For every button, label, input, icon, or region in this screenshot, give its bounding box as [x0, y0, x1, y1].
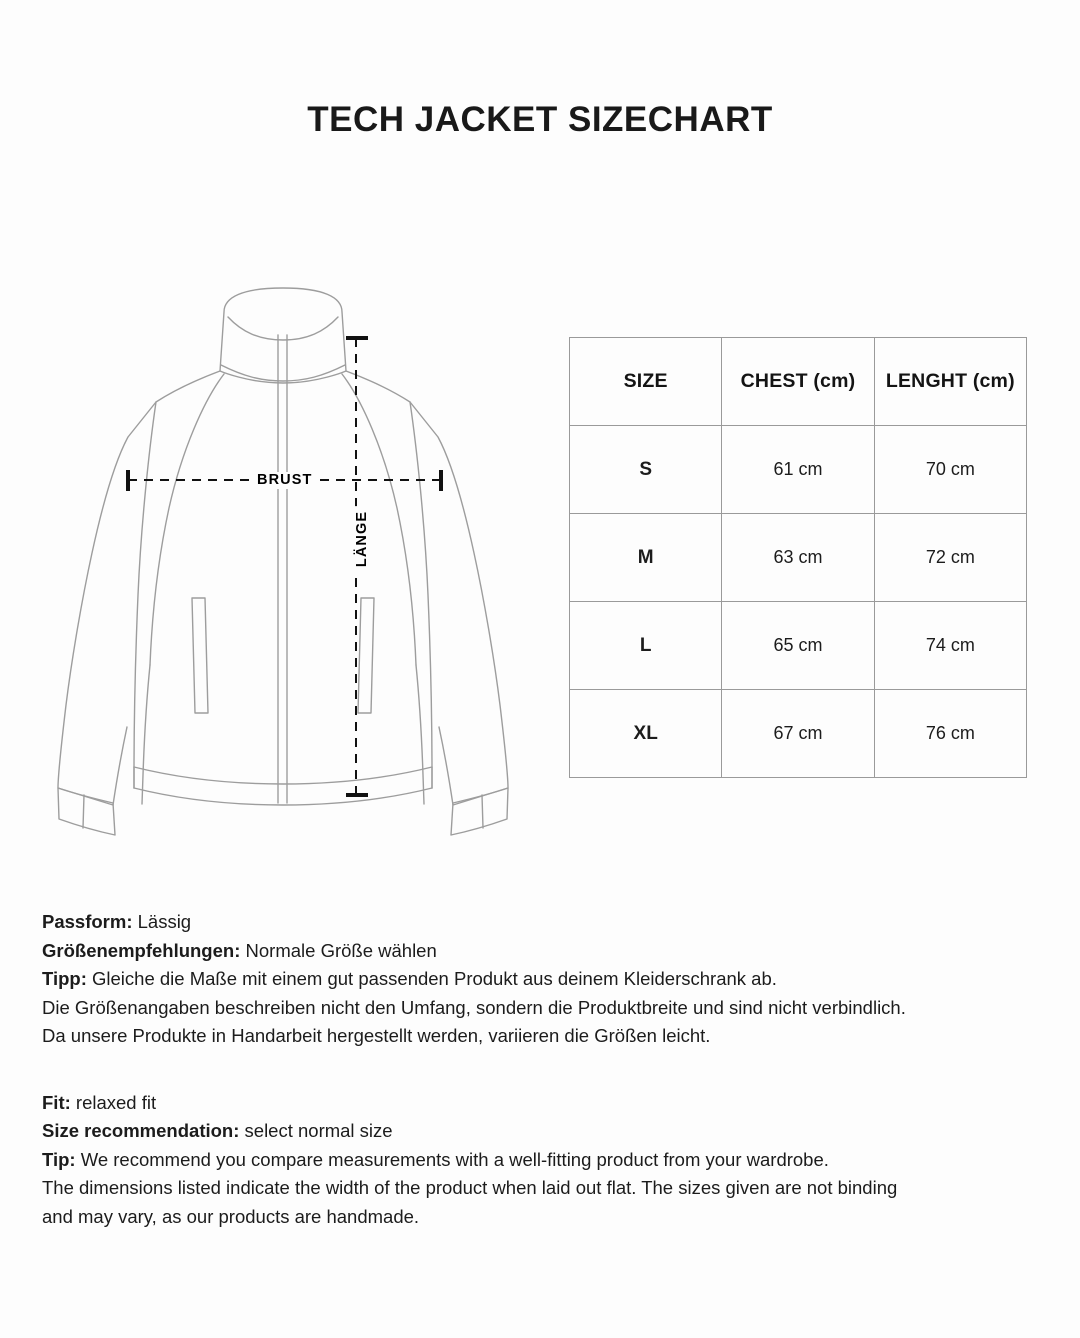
note-line — [42, 908, 1042, 937]
note-label: Passform: — [42, 911, 133, 932]
cell-size: XL — [570, 690, 722, 778]
body-hem-outline — [134, 788, 432, 805]
cell-length: 76 cm — [874, 690, 1026, 778]
table-row — [570, 426, 1027, 514]
jacket-technical-drawing-svg — [28, 275, 538, 855]
cuff-right-seam — [482, 795, 483, 828]
dimension-lines — [128, 338, 441, 795]
cuff-right — [451, 788, 508, 835]
note-text: The dimensions listed indicate the width of the product when laid out flat. The sizes given are not binding — [42, 1177, 898, 1198]
sleeve-left-underarm-seam — [142, 665, 150, 804]
column-header-length: LENGHT (cm) — [874, 338, 1026, 426]
sleeve-right-underarm-seam — [416, 665, 424, 804]
cell-length: 70 cm — [874, 426, 1026, 514]
table-header-row — [570, 338, 1027, 426]
note-line — [42, 1022, 1042, 1051]
note-label: Größenempfehlungen: — [42, 939, 241, 961]
cell-length: 74 cm — [874, 602, 1026, 690]
note-label: Tipp: — [42, 968, 87, 989]
note-label: Tip: — [42, 1148, 76, 1170]
pocket-left-welt — [192, 598, 208, 713]
note-text: Gleiche die Maße mit einem gut passenden Produkt aus deinem Kleiderschrank ab. — [86, 968, 777, 989]
note-line — [42, 1203, 1042, 1232]
jacket-illustration — [28, 275, 538, 855]
table-row — [570, 602, 1027, 690]
note-text: and may vary, as our products are handmade. — [42, 1205, 420, 1227]
cell-chest: 65 cm — [722, 602, 874, 690]
note-line — [42, 1174, 1042, 1203]
note-line — [42, 1146, 1042, 1175]
cell-size: M — [570, 514, 722, 602]
note-text: relaxed fit — [70, 1091, 157, 1113]
pocket-right-welt — [358, 598, 374, 713]
brust-measurement-label: BRUST — [252, 472, 317, 489]
note-line — [42, 1117, 1042, 1146]
note-text: We recommend you compare measurements with a well-fitting product from your wardrobe. — [75, 1148, 829, 1170]
notes-english — [42, 1089, 1042, 1232]
notes-section — [42, 908, 1042, 1231]
column-header-chest: CHEST (cm) — [722, 338, 874, 426]
note-line — [42, 994, 1042, 1023]
hem-rib-band-top — [134, 767, 432, 784]
table-row — [570, 514, 1027, 602]
note-line — [42, 937, 1042, 966]
note-text: Normale Größe wählen — [240, 939, 437, 961]
note-label: Size recommendation: — [42, 1120, 240, 1141]
cell-chest: 63 cm — [722, 514, 874, 602]
note-line — [42, 965, 1042, 994]
cell-size: L — [570, 602, 722, 690]
notes-german — [42, 908, 1042, 1051]
laenge-measurement-label: LÄNGE — [351, 506, 373, 572]
cell-size: S — [570, 426, 722, 514]
cell-chest: 67 cm — [722, 690, 874, 778]
collar-outline — [220, 288, 346, 383]
note-label: Fit: — [42, 1091, 71, 1113]
note-text: select normal size — [239, 1120, 393, 1141]
cuff-left-seam — [83, 795, 84, 828]
cell-chest: 61 cm — [722, 426, 874, 514]
column-header-size: SIZE — [570, 338, 722, 426]
note-text: Da unsere Produkte in Handarbeit hergestellt werden, variieren die Größen leicht. — [42, 1025, 711, 1046]
cuff-left — [58, 788, 115, 835]
note-text: Lässig — [132, 911, 192, 932]
cell-length: 72 cm — [874, 514, 1026, 602]
note-line — [42, 1089, 1042, 1118]
note-text: Die Größenangaben beschreiben nicht den Umfang, sondern die Produktbreite und sind nicht verbindlich. — [42, 996, 906, 1018]
raglan-seam-left — [150, 374, 224, 665]
collar-fold-line — [221, 365, 345, 381]
collar-inner-curve — [228, 317, 338, 340]
size-chart-table — [569, 337, 1027, 778]
table-row — [570, 690, 1027, 778]
page-title: TECH JACKET SIZECHART — [307, 100, 773, 139]
